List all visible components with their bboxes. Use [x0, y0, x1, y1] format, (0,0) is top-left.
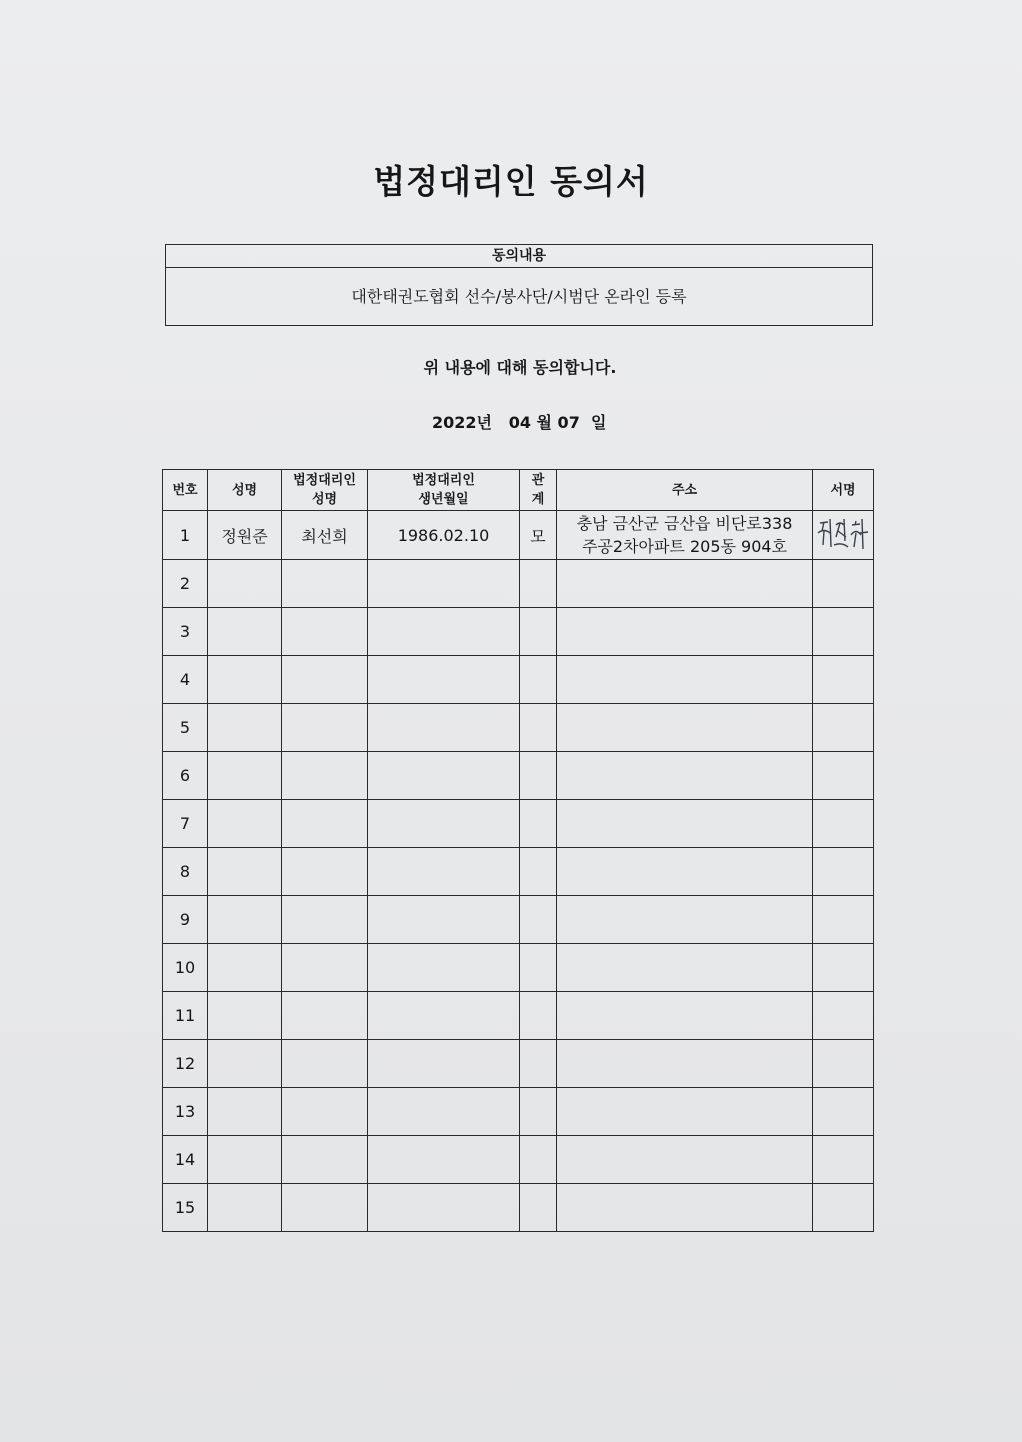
cell-guardian-birth [368, 992, 520, 1040]
address-line1: 충남 금산군 금산읍 비단로338 [576, 514, 793, 533]
address-line2: 주공2차아파트 205동 904호 [581, 537, 788, 556]
cell-guardian-birth [368, 848, 520, 896]
cell-guardian-name [282, 992, 368, 1040]
table-row [163, 1040, 874, 1088]
cell-relation [520, 896, 557, 944]
row-number: 10 [163, 944, 208, 992]
cell-guardian-birth [368, 608, 520, 656]
cell-address [557, 1184, 813, 1232]
cell-guardian-name [282, 1136, 368, 1184]
cell-name [208, 1136, 282, 1184]
table-header-row [163, 470, 874, 511]
cell-relation: 모 [520, 511, 557, 560]
cell-address [557, 656, 813, 704]
cell-relation [520, 1040, 557, 1088]
table-row [163, 656, 874, 704]
row-number: 15 [163, 1184, 208, 1232]
cell-relation [520, 752, 557, 800]
cell-guardian-name [282, 896, 368, 944]
cell-signature [813, 704, 874, 752]
cell-address [557, 704, 813, 752]
cell-name [208, 608, 282, 656]
table-row [163, 608, 874, 656]
cell-relation [520, 800, 557, 848]
cell-signature [813, 992, 874, 1040]
header-guardian-name-line1: 법정대리인 [293, 473, 356, 488]
cell-name [208, 560, 282, 608]
header-relation-line1: 관 [531, 473, 545, 488]
row-number: 7 [163, 800, 208, 848]
cell-signature [813, 1040, 874, 1088]
cell-guardian-name [282, 704, 368, 752]
cell-guardian-name [282, 1088, 368, 1136]
cell-name [208, 1040, 282, 1088]
row-number: 12 [163, 1040, 208, 1088]
consent-box [165, 244, 873, 326]
cell-guardian-birth [368, 704, 520, 752]
cell-guardian-name [282, 608, 368, 656]
table-row [163, 992, 874, 1040]
table-row [163, 800, 874, 848]
cell-guardian-birth [368, 1184, 520, 1232]
cell-address [557, 992, 813, 1040]
agreement-statement: 위 내용에 대해 동의합니다. [423, 358, 617, 377]
cell-signature [813, 608, 874, 656]
cell-name [208, 800, 282, 848]
handwritten-signature [814, 511, 872, 555]
cell-relation [520, 560, 557, 608]
row-number: 1 [163, 511, 208, 560]
table-row [163, 560, 874, 608]
cell-guardian-name [282, 752, 368, 800]
cell-signature [813, 656, 874, 704]
cell-signature [813, 752, 874, 800]
row-number: 3 [163, 608, 208, 656]
cell-address [557, 1040, 813, 1088]
cell-address [557, 511, 813, 560]
cell-guardian-birth: 1986.02.10 [368, 511, 520, 560]
consent-header: 동의내용 [166, 245, 872, 268]
cell-guardian-name [282, 944, 368, 992]
header-relation [520, 470, 557, 511]
cell-guardian-name [282, 656, 368, 704]
document-date: 2022년 04 월 07 일 [432, 413, 607, 432]
header-guardian-birth-line2: 생년월일 [418, 492, 469, 507]
cell-guardian-name [282, 1184, 368, 1232]
cell-name [208, 1088, 282, 1136]
header-guardian-name [282, 470, 368, 511]
cell-relation [520, 704, 557, 752]
cell-guardian-birth [368, 1040, 520, 1088]
header-guardian-birth [368, 470, 520, 511]
cell-name [208, 896, 282, 944]
header-guardian-birth-line1: 법정대리인 [412, 473, 475, 488]
cell-name [208, 848, 282, 896]
cell-address [557, 1136, 813, 1184]
cell-address [557, 896, 813, 944]
cell-guardian-name: 최선희 [282, 511, 368, 560]
table-row [163, 944, 874, 992]
table-row [163, 1136, 874, 1184]
cell-signature [813, 1088, 874, 1136]
header-no: 번호 [163, 470, 208, 511]
cell-signature [813, 511, 874, 560]
cell-relation [520, 1184, 557, 1232]
cell-address [557, 752, 813, 800]
table-row [163, 511, 874, 560]
cell-guardian-birth [368, 1136, 520, 1184]
guardian-table [162, 469, 874, 1232]
cell-relation [520, 1088, 557, 1136]
cell-relation [520, 848, 557, 896]
cell-name [208, 704, 282, 752]
cell-guardian-birth [368, 752, 520, 800]
table-row [163, 704, 874, 752]
header-relation-line2: 계 [531, 492, 545, 507]
cell-address [557, 944, 813, 992]
table-row [163, 848, 874, 896]
cell-signature [813, 1184, 874, 1232]
table-row [163, 896, 874, 944]
cell-signature [813, 560, 874, 608]
row-number: 8 [163, 848, 208, 896]
cell-relation [520, 608, 557, 656]
cell-address [557, 848, 813, 896]
cell-guardian-birth [368, 944, 520, 992]
cell-guardian-birth [368, 1088, 520, 1136]
cell-guardian-birth [368, 896, 520, 944]
cell-guardian-birth [368, 800, 520, 848]
cell-address [557, 1088, 813, 1136]
cell-relation [520, 992, 557, 1040]
row-number: 11 [163, 992, 208, 1040]
table-row [163, 1184, 874, 1232]
cell-address [557, 608, 813, 656]
cell-name [208, 944, 282, 992]
cell-name [208, 1184, 282, 1232]
row-number: 5 [163, 704, 208, 752]
cell-guardian-birth [368, 656, 520, 704]
cell-relation [520, 944, 557, 992]
cell-signature [813, 944, 874, 992]
cell-signature [813, 848, 874, 896]
cell-name [208, 752, 282, 800]
row-number: 14 [163, 1136, 208, 1184]
cell-relation [520, 1136, 557, 1184]
cell-name: 정원준 [208, 511, 282, 560]
cell-signature [813, 896, 874, 944]
document-title: 법정대리인 동의서 [373, 162, 649, 201]
table-row [163, 752, 874, 800]
consent-content: 대한태권도협회 선수/봉사단/시범단 온라인 등록 [351, 287, 687, 306]
cell-guardian-name [282, 800, 368, 848]
header-guardian-name-line2: 성명 [311, 492, 338, 507]
cell-name [208, 992, 282, 1040]
header-signature: 서명 [813, 470, 874, 511]
row-number: 2 [163, 560, 208, 608]
cell-name [208, 656, 282, 704]
header-name: 성명 [208, 470, 282, 511]
cell-signature [813, 1136, 874, 1184]
row-number: 13 [163, 1088, 208, 1136]
cell-relation [520, 656, 557, 704]
cell-signature [813, 800, 874, 848]
row-number: 6 [163, 752, 208, 800]
row-number: 9 [163, 896, 208, 944]
row-number: 4 [163, 656, 208, 704]
cell-guardian-name [282, 1040, 368, 1088]
cell-address [557, 560, 813, 608]
cell-guardian-birth [368, 560, 520, 608]
cell-address [557, 800, 813, 848]
header-address: 주소 [557, 470, 813, 511]
cell-guardian-name [282, 848, 368, 896]
cell-guardian-name [282, 560, 368, 608]
table-row [163, 1088, 874, 1136]
